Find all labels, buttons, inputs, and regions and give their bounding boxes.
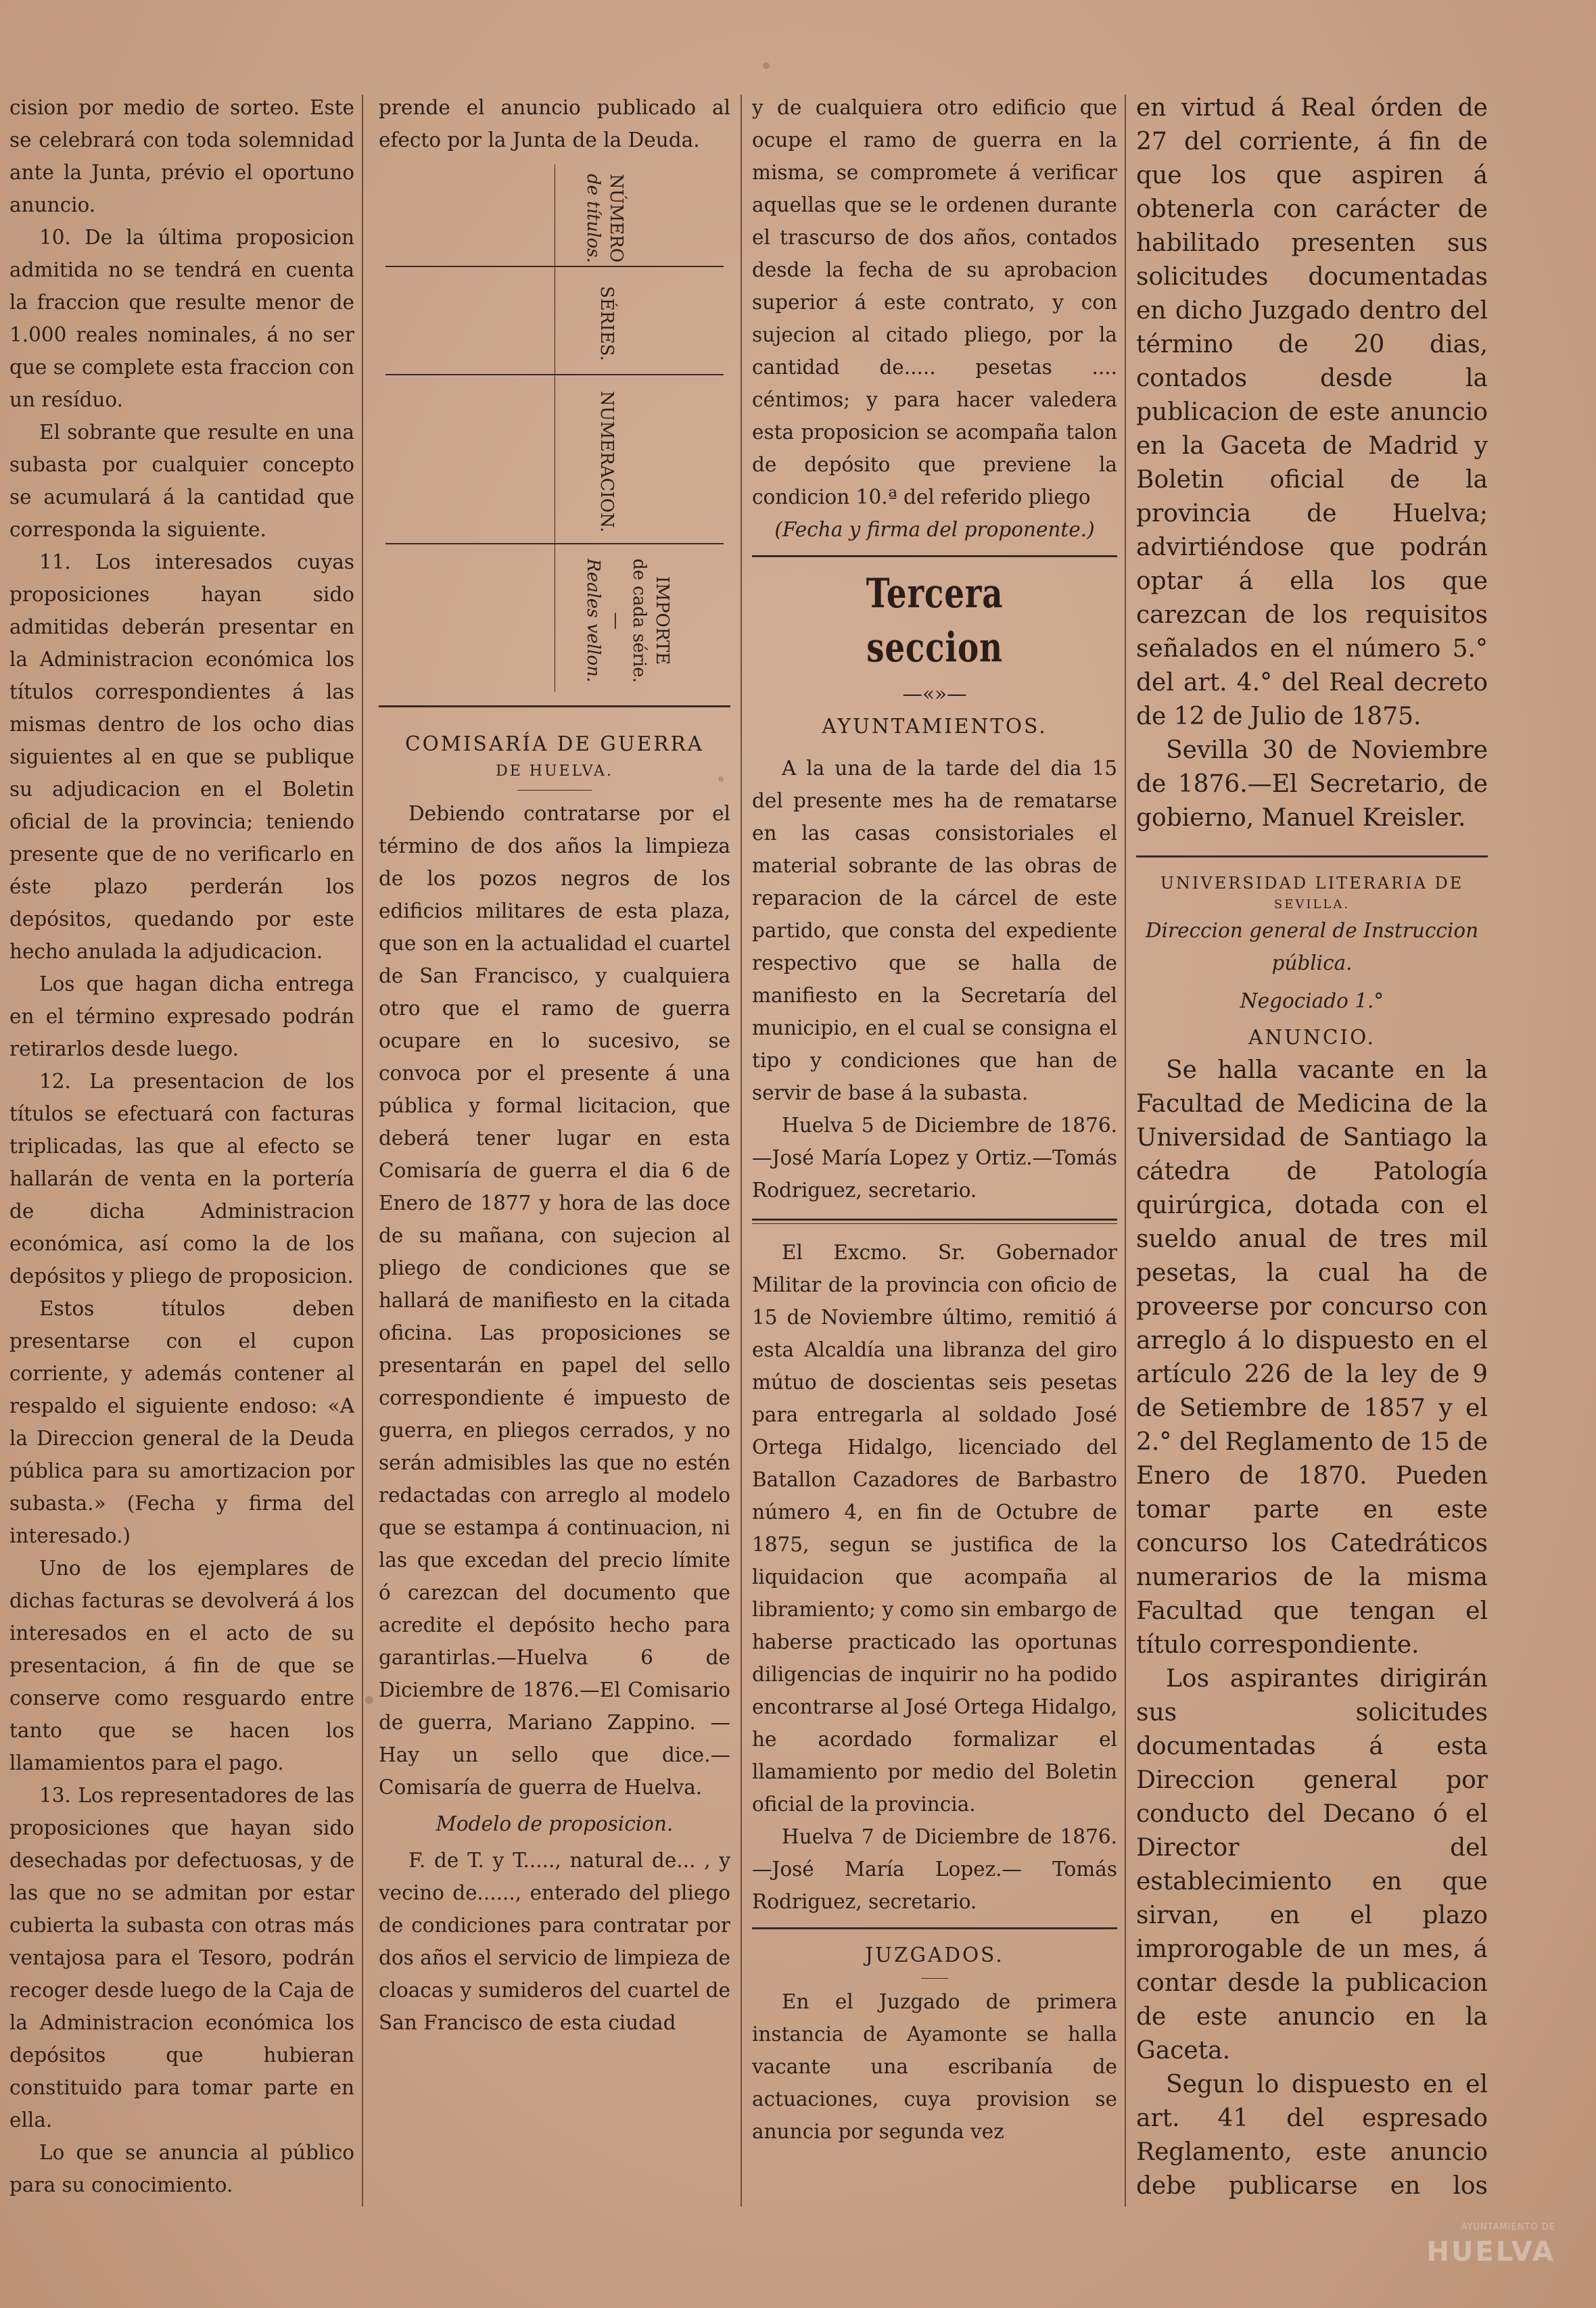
model-title: Modelo de proposicion. bbox=[436, 1812, 674, 1835]
column-separator bbox=[362, 95, 363, 2207]
heading-negociado: Negociado 1.° bbox=[1240, 989, 1384, 1012]
short-rule bbox=[517, 790, 592, 791]
short-rule bbox=[921, 1978, 948, 1979]
section-rule bbox=[752, 1927, 1117, 1929]
proponent-signature: (Fecha y firma del proponente.) bbox=[774, 518, 1095, 541]
paragraph: cision por medio de sorteo. Este se celebrará con toda solemnidad ante la Junta, prévio el oportuno anuncio. bbox=[9, 96, 354, 216]
paragraph: El Excmo. Sr. Gobernador Militar de la provincia con oficio de 15 de Noviembre último, remitió á esta Alcaldía una libranza del giro mútuo de doscientas seis pesetas para entregarla al soldado José Ortega Hidalgo, licenciado del Batallon Cazadores de Barbastro número 4, en fin de Octubre de 1875, segun se justifica de la liquidacion que acompaña al libramiento; y como sin embargo de haberse practicado las oportunas diligencias de inquirir no ha podido encontrarse al José Ortega Hidalgo, he acordado formalizar el llamamiento por medio del Boletin oficial de la provincia. bbox=[752, 1241, 1117, 1816]
paragraph: Los aspirantes dirigirán sus solicitudes documentadas á esta Direccion general por conducto del Decano ó el Director del establecimiento en que sirvan, en el plazo improrogable de un mes, á contar desde la publicacion de este anuncio en la Gaceta. bbox=[1136, 1665, 1488, 2065]
paragraph: El sobrante que resulte en una subasta por cualquier concepto se acumulará á la cantidad que corresponda la siguiente. bbox=[9, 421, 354, 541]
paragraph: 12. La presentacion de los títulos se efectuará con facturas triplicadas, las que al efecto se hallarán de venta en la portería de dicha Administracion económica, así como la de los depósitos y pliego de proposicion. bbox=[9, 1070, 354, 1288]
table-header-importe: IMPORTE de cada série. — Reales vellon. bbox=[583, 559, 672, 683]
column-3 bbox=[752, 91, 1117, 2207]
signature-paragraph bbox=[9, 2201, 354, 2207]
paragraph: Debiendo contratarse por el término de dos años la limpieza de los pozos negros de los edificios militares de esta plaza, que son en la actualidad el cuartel de San Francisco, y cualquiera otro que el ramo de guerra ocupare en lo sucesivo, se convoca por el presente á una pública y formal licitacion, que deberá tener lugar en esta Comisaría de guerra el dia 6 de Enero de 1877 y hora de las doce de su mañana, con sujecion al pliego de condiciones que se hallará de manifiesto en la citada oficina. Las proposiciones se presentarán en papel del sello correspondiente é impuesto de guerra, en pliegos cerrados, y no serán admisibles las que no estén redactadas con arreglo al modelo que se estampa á continuacion, ni las que excedan del precio límite ó carezcan del documento que acredite el depósito hecho para garantirlas.—Huelva 6 de Diciembre de 1876.—El Comisario de guerra, Mariano Zappino. —Hay un sello que dice.— Comisaría de guerra de Huelva. bbox=[379, 802, 730, 1799]
paragraph: En el Juzgado de primera instancia de Ayamonte se halla vacante una escribanía de actuaciones, cuya provision se anuncia por segunda vez bbox=[752, 1990, 1117, 2143]
paragraph: Huelva 5 de Diciembre de 1876.—José María Lopez y Ortiz.—Tomás Rodriguez, secretario. bbox=[752, 1114, 1117, 1202]
column-1 bbox=[9, 91, 354, 2207]
heading-universidad: UNIVERSIDAD LITERARIA DE bbox=[1160, 874, 1464, 893]
paragraph: prende el anuncio publicado al efecto por la Junta de la Deuda. bbox=[379, 96, 730, 151]
heading-direccion: Direccion general de Instruccion pública. bbox=[1145, 919, 1479, 974]
column-2 bbox=[379, 91, 730, 2207]
paragraph: Uno de los ejemplares de dichas facturas se devolverá á los interesados en el acto de su presentacion, á fin de que se conserve como resguardo entre tanto que se hacen los llamamientos para el pago. bbox=[9, 1557, 354, 1774]
ink-spot bbox=[365, 1696, 373, 1704]
watermark-text: HUELVA bbox=[1426, 2236, 1555, 2267]
paragraph: Lo que se anuncia al público para su conocimiento. bbox=[9, 2141, 354, 2196]
table-rule bbox=[385, 266, 724, 267]
paragraph: 11. Los interesados cuyas proposiciones hayan sido admitidas deberán presentar en la Administracion económica los títulos correspondientes á las mismas dentro de los ocho dias siguientes al en que se publique su adjudicacion en el Boletin oficial de la provincia; teniendo presente que de no verificarlo en éste plazo perderán los depósitos, quedando por este hecho anulada la adjudicacion. bbox=[9, 550, 354, 963]
column-separator bbox=[741, 95, 742, 2207]
table-header-numeracion: NUMERACION. bbox=[596, 391, 617, 533]
watermark-caption: AYUNTAMIENTO DE bbox=[1461, 2222, 1555, 2232]
heading-juzgados: JUZGADOS. bbox=[865, 1944, 1004, 1966]
paragraph: Los que hagan dicha entrega en el término expresado podrán retirarlos desde luego. bbox=[9, 972, 354, 1060]
paragraph: 10. De la última proposicion admitida no se tendrá en cuenta la fraccion que resulte menor de 1.000 reales nominales, á no ser que se complete esta fraccion con un resíduo. bbox=[9, 226, 354, 411]
paragraph: Huelva 7 de Diciembre de 1876.—José María Lopez.— Tomás Rodriguez, secretario. bbox=[752, 1825, 1117, 1913]
ink-spot bbox=[763, 62, 770, 69]
paragraph: 13. Los representadores de las proposiciones que hayan sido desechadas por defectuosas, y de las que no se admitan por estar cubierta la subasta con otras más ventajosa para el Tesoro, podrán recoger desde luego de la Caja de la Administracion económica los depósitos que hubieran constituido para tomar parte en ella. bbox=[9, 1784, 354, 2132]
section-rule bbox=[379, 705, 730, 707]
section-title: Tercera seccion bbox=[866, 570, 1004, 672]
double-rule bbox=[752, 1219, 1117, 1224]
section-rule bbox=[1136, 855, 1488, 857]
paragraph: y de cualquiera otro edificio que ocupe el ramo de guerra en la misma, se compromete á verificar aquellas que se le ordenen durante el trascurso de dos años, contados desde la fecha de su aprobacion superior á este contrato, y con sujecion al citado pliego, por la cantidad de..... pesetas .... céntimos; y para hacer valedera esta proposicion se acompaña talon de depósito que previene la condicion 10.ª del referido pliego bbox=[752, 96, 1117, 509]
table-header-numero: NÚMERO de títulos. bbox=[583, 174, 626, 263]
paragraph: A la una de la tarde del dia 15 del presente mes ha de rematarse en las casas consistoriales el material sobrante de las obras de reparacion de la cárcel de este partido, que consta del expediente respectivo que se halla de manifiesto en la Secretaría del municipio, en el cual se consigna el tipo y condiciones que han de servir de base á la subasta. bbox=[752, 757, 1117, 1104]
paragraph: Se halla vacante en la Facultad de Medicina de la Universidad de Santiago la cátedra de Patología quirúrgica, dotada con el sueldo anual de tres mil pesetas, la cual ha de proveerse por concurso con arreglo á lo dispuesto en el artículo 226 de la ley de 9 de Setiembre de 1857 y el 2.° del Reglamento de 15 de Enero de 1870. Pueden tomar parte en este concurso los Catedráticos numerarios de la misma Facultad que tengan el título correspondiente. bbox=[1136, 1056, 1488, 1659]
section-rule bbox=[752, 555, 1117, 557]
heading-huelva: DE HUELVA. bbox=[496, 763, 613, 780]
column-4 bbox=[1136, 91, 1488, 2207]
heading-comisaria: COMISARÍA DE GUERRA bbox=[405, 732, 704, 755]
ornament: —«»— bbox=[902, 682, 967, 705]
paragraph: Estos títulos deben presentarse con el cupon corriente, y además contener al respaldo el siguiente endoso: «A la Direccion general de la Deuda pública para su amortizacion por subasta.» (Fecha y firma del interesado.) bbox=[9, 1297, 354, 1547]
paragraph: F. de T. y T....., natural de... , y vecino de......, enterado del pliego de condiciones para contratar por dos años el servicio de limpieza de cloacas y sumideros del cuartel de San Francisco de esta ciudad bbox=[379, 1849, 730, 2034]
column-separator bbox=[1125, 95, 1126, 2207]
table-rule bbox=[385, 374, 724, 375]
series-table bbox=[379, 164, 730, 692]
heading-anuncio: ANUNCIO. bbox=[1248, 1026, 1376, 1049]
paragraph: en virtud á Real órden de 27 del corriente, á fin de que los que aspiren á obtenerla con carácter de habilitado presenten sus solicitudes documentadas en dicho Juzgado dentro del término de 20 dias, contados desde la publicacion de este anuncio en la Gaceta de Madrid y Boletin oficial de la provincia de Huelva; advirtiéndose que podrán optar á ella los que carezcan de los requisitos señalados en el número 5.° del art. 4.° del Real decreto de 12 de Julio de 1875. bbox=[1136, 94, 1488, 730]
heading-ayuntamientos: AYUNTAMIENTOS. bbox=[822, 715, 1048, 738]
heading-sevilla: SEVILLA. bbox=[1273, 897, 1351, 912]
paragraph: Segun lo dispuesto en el art. 41 del espresado Reglamento, este anuncio debe publicarse en los bbox=[1136, 2071, 1488, 2200]
table-header-series: SÉRIES. bbox=[596, 285, 617, 361]
table-rule bbox=[385, 543, 724, 544]
paragraph: Sevilla 30 de Noviembre de 1876.—El Secretario, de gobierno, Manuel Kreisler. bbox=[1136, 736, 1488, 832]
